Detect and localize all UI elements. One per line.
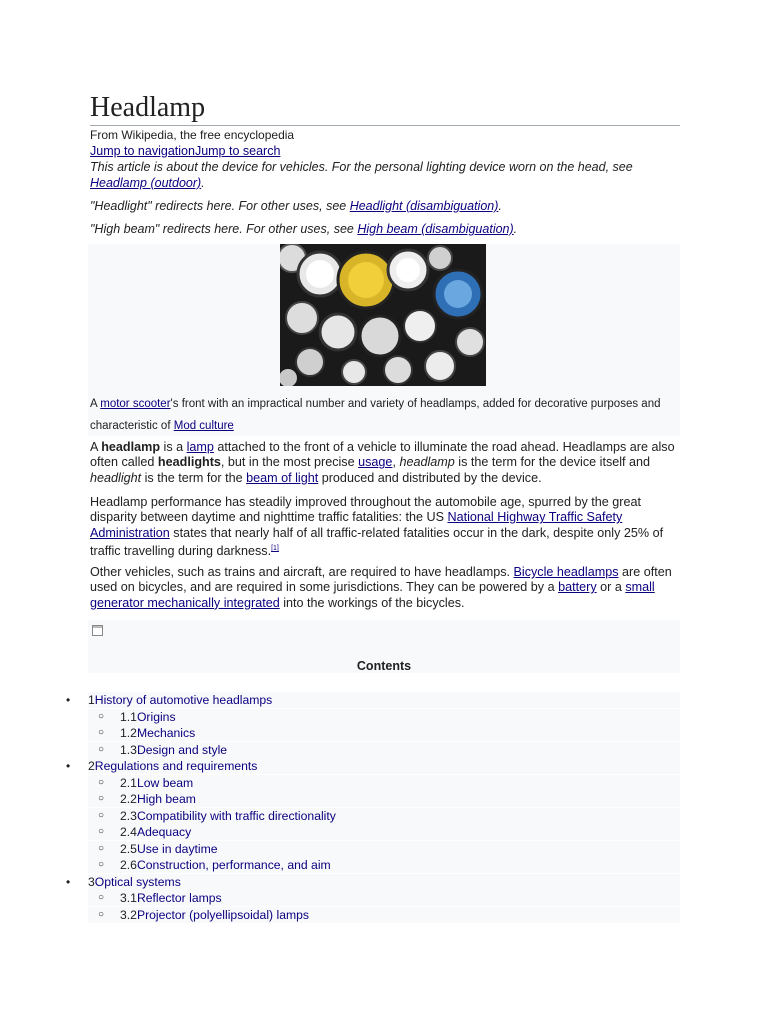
toc-circle-bullet: ○ — [98, 892, 105, 903]
toc-item-number: 2.4 — [120, 825, 137, 839]
intro-paragraph-3 — [90, 565, 680, 611]
toc-item[interactable] — [88, 775, 680, 791]
paragraph-text: or a — [596, 580, 626, 595]
site-tagline: From Wikipedia, the free encyclopedia — [90, 128, 295, 142]
reference-1-link[interactable]: [1] — [271, 545, 279, 553]
paragraph-text: Headlamp performance has steadily improved throughout the automobile age, spurred by the great disparity between daytime and nighttime traffic fatalities: the US — [90, 495, 641, 525]
paragraph-text: Other vehicles, such as trains and aircraft, are required to have headlamps. — [90, 565, 514, 579]
toc-circle-bullet: ○ — [98, 842, 105, 854]
toc-item-label[interactable]: Low beam — [136, 775, 194, 790]
paragraph-text: is the term for the — [141, 470, 247, 485]
paragraph-text: states that nearly half of all traffic-related fatalities occur in the dark, despite only 25% of traffic travelling during darkness. — [90, 525, 664, 559]
toc-item-number: 2.2 — [120, 792, 137, 806]
toc-item-label[interactable]: Compatibility with traffic directionality — [136, 808, 336, 823]
toc-item-number: 3.1 — [120, 891, 137, 905]
hatnote-text: . — [201, 176, 205, 190]
hatnote-outdoor — [90, 159, 660, 191]
nhtsa-link[interactable]: National Highway Traffic Safety Administration — [90, 510, 623, 540]
paragraph-text: , but in the most precise — [220, 455, 359, 470]
caption-text: 's front with an impractical number and variety of headlamps, added for decorative purposes and characteristic of — [90, 398, 661, 432]
toc-item[interactable] — [88, 791, 680, 807]
paragraph-text: is the term for the device itself and — [454, 455, 651, 470]
toc-circle-bullet: ○ — [98, 809, 105, 821]
mod-culture-link[interactable]: Mod culture — [173, 420, 234, 432]
toc-bullet: • — [66, 874, 71, 889]
toc-item-label[interactable]: Construction, performance, and aim — [136, 858, 331, 872]
toc-circle-bullet: ○ — [98, 826, 105, 837]
toc-item[interactable] — [66, 874, 680, 890]
paragraph-text: is a — [160, 440, 187, 454]
toc-item-label[interactable]: Optical systems — [94, 874, 181, 889]
jump-to-search-link[interactable]: Jump to search — [194, 144, 281, 158]
paragraph-text: are often used on bicycles, and are required in some jurisdictions. They can be powered by a — [90, 565, 672, 595]
toc-circle-bullet: ○ — [98, 776, 105, 788]
toc-item[interactable] — [66, 692, 680, 708]
toc-item[interactable] — [88, 742, 680, 758]
toc-item[interactable] — [88, 907, 680, 923]
bold-term: headlights — [157, 455, 221, 470]
paragraph-text: , — [392, 455, 400, 470]
hatnote-text: "Headlight" redirects here. For other uses, see — [90, 199, 350, 213]
toc-item-number: 1.2 — [120, 726, 137, 740]
toc-item-number: 2.3 — [120, 808, 137, 823]
headlamps-photo-illustration — [280, 244, 486, 386]
toc-item[interactable] — [88, 709, 680, 725]
paragraph-text: attached to the front of a vehicle to illuminate the road ahead. Headlamps are also often called — [90, 440, 675, 470]
paragraph-text: produced and distributed by the device. — [318, 470, 542, 485]
toc-item[interactable] — [88, 857, 680, 873]
italic-term: headlight — [90, 470, 142, 485]
toc-item-number: 2.1 — [120, 775, 137, 790]
high-beam-disambiguation-link[interactable]: High beam (disambiguation) — [357, 222, 514, 236]
toc-item-number: 2 — [88, 759, 95, 773]
toc-item[interactable] — [88, 890, 680, 906]
toc-item-label[interactable]: Use in daytime — [136, 841, 218, 856]
intro-paragraph-1 — [90, 440, 680, 486]
toc-circle-bullet: ○ — [98, 710, 105, 722]
toc-bullet: • — [66, 693, 71, 707]
lamp-link[interactable]: lamp — [186, 440, 214, 454]
toc-item-label[interactable]: Regulations and requirements — [94, 759, 258, 773]
headlamp-outdoor-link[interactable]: Headlamp (outdoor) — [90, 176, 202, 190]
toc-item-label[interactable]: High beam — [136, 792, 196, 806]
paragraph-text: A — [90, 440, 102, 454]
toc-item-number: 1.1 — [120, 709, 137, 724]
toc-circle-bullet: ○ — [98, 908, 105, 920]
hatnote-headlight — [90, 198, 660, 214]
intro-paragraph-2 — [90, 495, 680, 560]
small-generator-link[interactable]: small generator mechanically integrated — [90, 580, 655, 610]
hatnote-text: . — [498, 199, 502, 213]
contents-box — [88, 620, 680, 673]
toc-bullet: • — [66, 759, 71, 773]
bold-term: headlamp — [101, 440, 161, 454]
bicycle-headlamps-link[interactable]: Bicycle headlamps — [513, 565, 619, 579]
hatnote-text: "High beam" redirects here. For other uses, see — [90, 222, 358, 236]
toc-item-number: 2.5 — [120, 841, 137, 856]
toc-item-label[interactable]: Design and style — [136, 742, 228, 757]
toc-item-number: 3.2 — [120, 907, 137, 922]
toc-item-number: 1.3 — [120, 742, 137, 757]
toc-item-label[interactable]: History of automotive headlamps — [94, 693, 273, 707]
scooter-headlamps-image[interactable] — [280, 244, 486, 386]
headlight-disambiguation-link[interactable]: Headlight (disambiguation) — [349, 199, 499, 213]
hatnote-text: . — [513, 222, 518, 236]
caption-text: A — [90, 398, 101, 410]
thumbnail-figure — [88, 244, 680, 436]
toc-circle-bullet: ○ — [98, 793, 105, 804]
toc-item[interactable] — [88, 841, 680, 857]
jump-links — [90, 143, 280, 159]
italic-term: headlamp — [399, 455, 455, 470]
motor-scooter-link[interactable]: motor scooter — [100, 398, 171, 410]
hatnote-text: This article is about the device for vehicles. For the personal lighting device worn on the head, see — [90, 160, 633, 174]
figure-caption — [90, 393, 670, 437]
toc-circle-bullet: ○ — [98, 727, 105, 738]
toc-item-label[interactable]: Mechanics — [136, 726, 196, 740]
toc-item[interactable] — [66, 758, 680, 774]
toc-item-label[interactable]: Projector (polyellipsoidal) lamps — [136, 907, 310, 922]
page-title: Headlamp — [90, 92, 680, 126]
jump-to-navigation-link[interactable]: Jump to navigation — [90, 144, 195, 158]
toc-item-number: 2.6 — [120, 858, 137, 872]
toc-item-number: 1 — [88, 693, 95, 707]
beam-of-light-link[interactable]: beam of light — [246, 470, 319, 485]
toc-item-label[interactable]: Origins — [136, 709, 176, 724]
toc-item-number: 3 — [88, 874, 95, 889]
toc-item-label[interactable]: Adequacy — [136, 825, 192, 839]
hatnote-high-beam — [90, 221, 660, 237]
paragraph-text: into the workings of the bicycles. — [279, 595, 465, 610]
toc-item-label[interactable]: Reflector lamps — [136, 891, 222, 905]
contents-title: Contents — [356, 659, 412, 673]
usage-link[interactable]: usage — [358, 455, 393, 470]
toc-item[interactable] — [88, 824, 680, 840]
toc-item[interactable] — [88, 725, 680, 741]
broken-image-icon — [92, 625, 103, 636]
toc-item[interactable] — [88, 808, 680, 824]
toc-circle-bullet: ○ — [98, 859, 105, 870]
battery-link[interactable]: battery — [558, 580, 597, 595]
toc-circle-bullet: ○ — [98, 743, 105, 755]
